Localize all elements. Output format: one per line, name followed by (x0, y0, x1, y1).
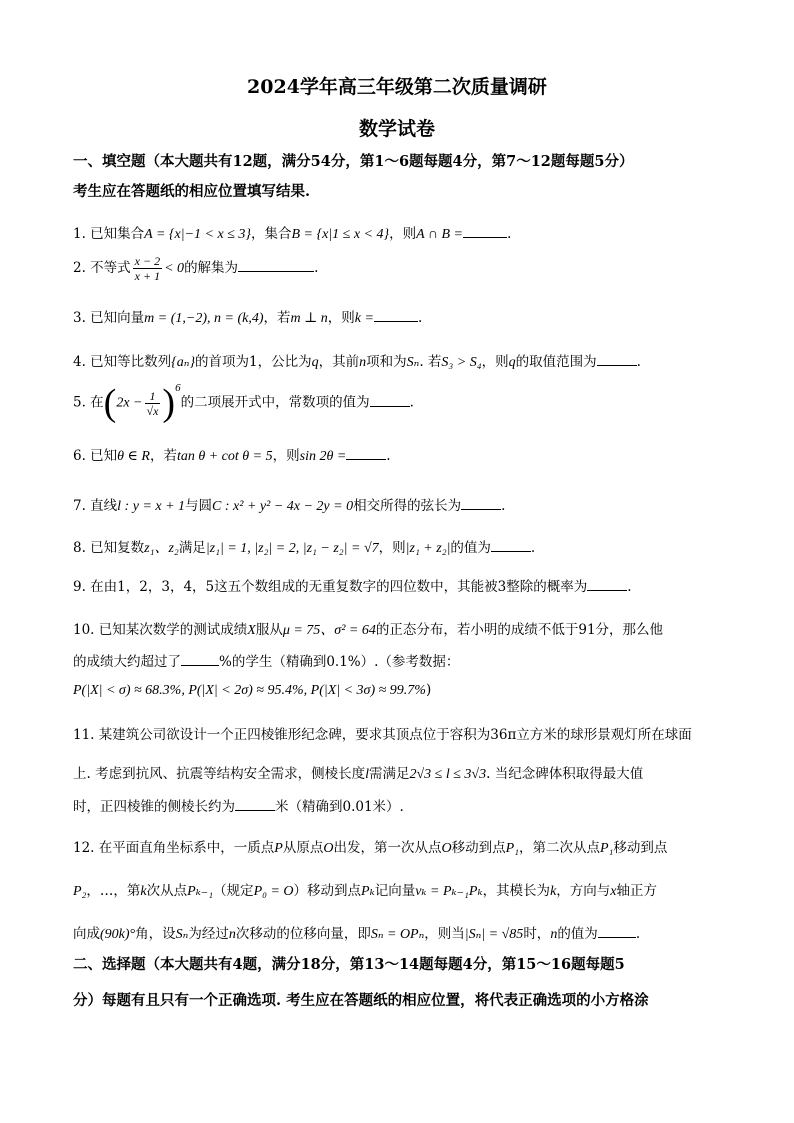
question-2: 2. 不等式 $\frac{x - 2}{x + 1}$ < 0的解集为 . (73, 254, 319, 283)
fraction: $\frac{x - 2}{x + 1}$ (134, 254, 161, 283)
question-6: 6. 已知θ ∈ R，若tan θ + cot θ = 5，则sin 2θ = . (73, 448, 391, 464)
question-10-line2: 的成绩大约超过了 %的学生（精确到0.1%）.（参考数据： (73, 654, 460, 670)
section2-heading: 二、选择题（本大题共有4题，满分18分，第13～14题每题4分，第15～16题每题5 (73, 956, 625, 973)
question-11-line3: 时，正四棱锥的侧棱长约为 米（精确到0.01米）. (73, 799, 404, 815)
answer-blank[interactable] (374, 309, 418, 322)
exam-title: 2024学年高三年级第二次质量调研 (247, 76, 547, 98)
answer-blank[interactable] (461, 497, 501, 510)
question-12: 12. 在平面直角坐标系中，一质点P从原点O出发，第一次从点O移动到点P₁，第二次从点P₁移动到点 (73, 840, 668, 856)
question-9: 9. 在由1，2，3，4，5这五个数组成的无重复数字的四位数中，其能被3整除的概率为 . (73, 579, 632, 595)
exam-subtitle: 数学试卷 (358, 118, 435, 140)
set-a: A = {x|−1 < x ≤ 3} (144, 227, 251, 242)
answer-blank[interactable] (491, 539, 531, 552)
answer-blank[interactable] (235, 798, 275, 811)
answer-blank[interactable] (463, 225, 507, 238)
question-11: 11. 某建筑公司欲设计一个正四棱锥形纪念碑，要求其顶点位于容积为36π立方米的球形景观灯所在球面 (73, 727, 692, 743)
set-b: B = {x|1 ≤ x < 4} (291, 227, 390, 242)
fraction: $\frac{1}{√x}$ (146, 388, 159, 418)
question-12-line3: 向成(90k)°角，设Sₙ为经过n次移动的位移向量，即Sₙ = OPₙ，则当|Sₙ| = √85时，n的值为 . (73, 926, 641, 942)
question-11-line2: 上. 考虑到抗风、抗震等结构安全需求，侧棱长度l需满足2√3 ≤ l ≤ 3√3. 当纪念碑体积取得最大值 (73, 766, 644, 782)
question-10-reference: P(|X| < σ) ≈ 68.3%, P(|X| < 2σ) ≈ 95.4%, P(|X| < 3σ) ≈ 99.7%) (73, 682, 432, 698)
question-12-line2: P₂，…，第k次从点Pₖ₋₁（规定P₀ = O）移动到点Pₖ记向量vₖ = Pₖ₋₁Pₖ，其模长为k，方向与x轴正方 (73, 883, 657, 899)
question-3: 3. 已知向量m = (1,−2), n = (k,4)，若m ⊥ n，则k = . (73, 310, 423, 326)
question-10: 10. 已知某次数学的测试成绩X服从μ = 75、σ² = 64的正态分布，若小明的成绩不低于91分，那么他 (73, 622, 664, 638)
question-8: 8. 已知复数z₁、z₂满足|z₁| = 1, |z₂| = 2, |z₁ − z₂| = √7，则|z₁ + z₂|的值为 . (73, 540, 536, 556)
question-4: 4. 已知等比数列{aₙ}的首项为1，公比为q，其前n项和为Sₙ. 若S₃ > S₄，则q的取值范围为 . (73, 354, 641, 370)
answer-blank[interactable] (346, 447, 386, 460)
section2-instruction: 分）每题有且只有一个正确选项. 考生应在答题纸的相应位置，将代表正确选项的小方格涂 (73, 992, 649, 1009)
answer-blank[interactable] (181, 653, 219, 666)
answer-blank[interactable] (598, 925, 636, 938)
answer-blank[interactable] (238, 259, 314, 272)
answer-blank[interactable] (587, 578, 627, 591)
question-5: 5. 在(2x − $\frac{1}{√x}$ )$^6$的二项展开式中，常数项的值为 . (73, 382, 414, 424)
question-1: 1. 已知集合A = {x|−1 < x ≤ 3}，集合B = {x|1 ≤ x < 4}，则A ∩ B = . (73, 226, 512, 242)
answer-blank[interactable] (597, 353, 637, 366)
section1-instruction: 考生应在答题纸的相应位置填写结果. (73, 183, 311, 200)
section1-heading: 一、填空题（本大题共有12题，满分54分，第1～6题每题4分，第7～12题每题5分） (73, 153, 634, 170)
question-7: 7. 直线l : y = x + 1与圆C : x² + y² − 4x − 2y = 0相交所得的弦长为 . (73, 498, 506, 514)
answer-blank[interactable] (370, 394, 410, 407)
